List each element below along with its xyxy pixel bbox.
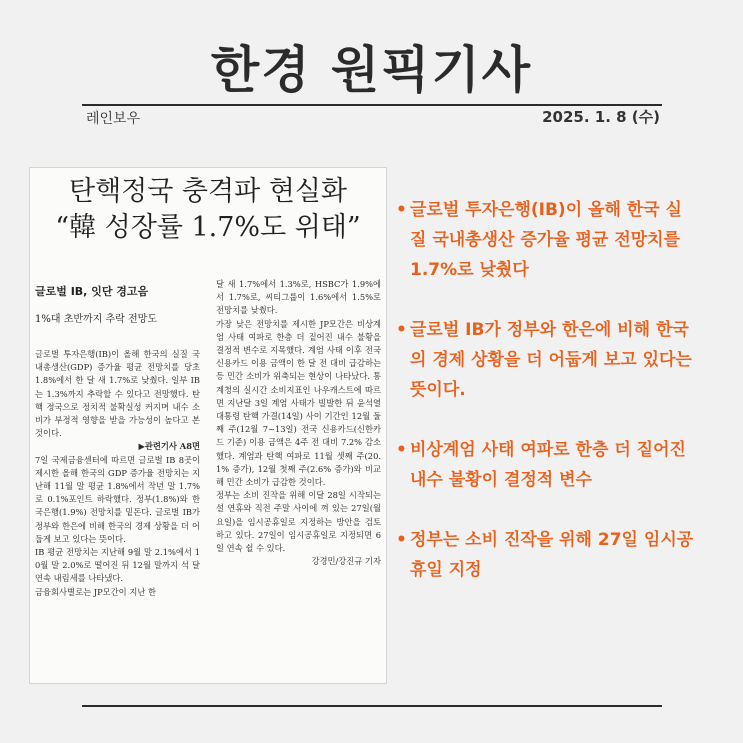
article-paragraph: 금융회사별로는 JP모간이 지난 한 — [35, 586, 157, 597]
article-paragraph: 달 새 1.7%에서 1.3%로, HSBC가 1.9%에서 1.7%로, 씨티그룹이 1.6%에서 1.5%로 전망치를 낮췄다. — [216, 279, 381, 316]
author-name: 레인보우 — [86, 111, 141, 127]
article-paragraph: 7일 국제금융센터에 따르면 글로벌 IB 8곳이 제시한 올해 한국의 GDP 증가율 전망치는 지난해 11월 말 평균 1.8%에서 작년 말 1.7%로 0.1%포인트 하락했다. 정부(1.8%)와 한국은행(1.9%) 전망치를 밑돈다. 글로벌 IB가 정부와 한은에 비해 한국의 경제 상황을 더 어둡게 보고 있다는 뜻이다. — [35, 454, 200, 544]
summary-item — [398, 315, 698, 405]
summary-text: 글로벌 IB가 정부와 한은에 비해 한국의 경제 상황을 더 어둡게 보고 있다는 뜻이다. — [410, 320, 692, 400]
article-paragraph: IB 평균 전망치는 지난해 9월 말 2.1%에서 10월 말 2.0%로 떨어진 뒤 12월 말까지 석 달 연속 내림세를 나타냈다. — [35, 547, 200, 584]
bullet-dot-icon: • — [396, 530, 407, 550]
bullet-dot-icon: • — [396, 440, 407, 460]
clipping-subhead-2: 1%대 초반까지 추락 전망도 — [35, 314, 158, 325]
article-column-left — [35, 348, 200, 599]
bottom-divider — [82, 705, 662, 707]
bullet-dot-icon: • — [396, 320, 407, 340]
headline-line-2: “韓 성장률 1.7%도 위태” — [55, 212, 361, 243]
related-article-ref: ▶관련기사 A8면 — [138, 441, 200, 452]
newspaper-clipping — [29, 167, 387, 684]
article-byline: 강경민/강진규 기자 — [311, 556, 381, 567]
summary-item — [398, 525, 698, 585]
publish-date: 2025. 1. 8 (수) — [542, 108, 660, 126]
summary-text: 글로벌 투자은행(IB)이 올해 한국 실질 국내총생산 증가율 평균 전망치를 1.7%로 낮췄다 — [410, 200, 682, 280]
summary-text: 정부는 소비 진작을 위해 27일 임시공휴일 지정 — [410, 530, 694, 580]
summary-item — [398, 195, 698, 285]
summary-item — [398, 435, 698, 495]
summary-list — [398, 195, 698, 615]
article-paragraph: 정부는 소비 진작을 위해 이달 28일 시작되는 설 연휴와 직전 주말 사이에 껴 있는 27일(월요일)을 임시공휴일로 지정하는 방안을 검토하고 있다. 27일이 임시공휴일로 지정되면 6일 연속 쉴 수 있다. — [216, 490, 381, 554]
summary-text: 비상계엄 사태 여파로 한층 더 짙어진 내수 불황이 결정적 변수 — [410, 440, 686, 490]
article-column-right — [216, 278, 381, 568]
page-title: 한경 원픽기사 — [210, 41, 533, 99]
article-paragraph: 글로벌 투자은행(IB)이 올해 한국의 실질 국내총생산(GDP) 증가율 평균 전망치를 당초 1.8%에서 한 달 새 1.7%로 낮췄다. 일부 IB는 1.3%까지 추락할 수 있다고 전망했다. 탄핵 정국으로 정치적 불확실성 커지며 내수 소비가 부정적 영향을 받을 가능성이 높다고 본 것이다. — [35, 349, 200, 439]
clipping-headline — [30, 174, 386, 246]
headline-line-1: 탄핵정국 충격파 현실화 — [69, 176, 347, 207]
bullet-dot-icon: • — [396, 200, 407, 220]
article-paragraph: 가장 낮은 전망치를 제시한 JP모간은 비상계엄 사태 여파로 한층 더 짙어진 내수 불황을 결정적 변수로 지목했다. 계엄 사태 이후 전국 신용카드 이용 금액이 한 달 전 대비 급감하는 등 민간 소비가 위축되는 현상이 나타났다. 통계청의 실시간 소비지표인 나우캐스트에 따르면 지난달 3일 계엄 사태가 빌발한 뒤 윤석열 대통령 탄핵 가결(14일) 사이 기간인 12월 둘째 주(12월 7~13일) 전국 신용카드(신한카드 기준) 이용 금액은 4주 전 대비 7.2% 감소했다. 계엄과 탄핵 여파로 11월 셋째 주(20.1% 증가), 12월 첫째 주(2.6% 증가)와 비교해 민간 소비가 급감한 것이다. — [216, 318, 381, 488]
clipping-subhead: 글로벌 IB, 잇단 경고음 — [35, 285, 149, 298]
